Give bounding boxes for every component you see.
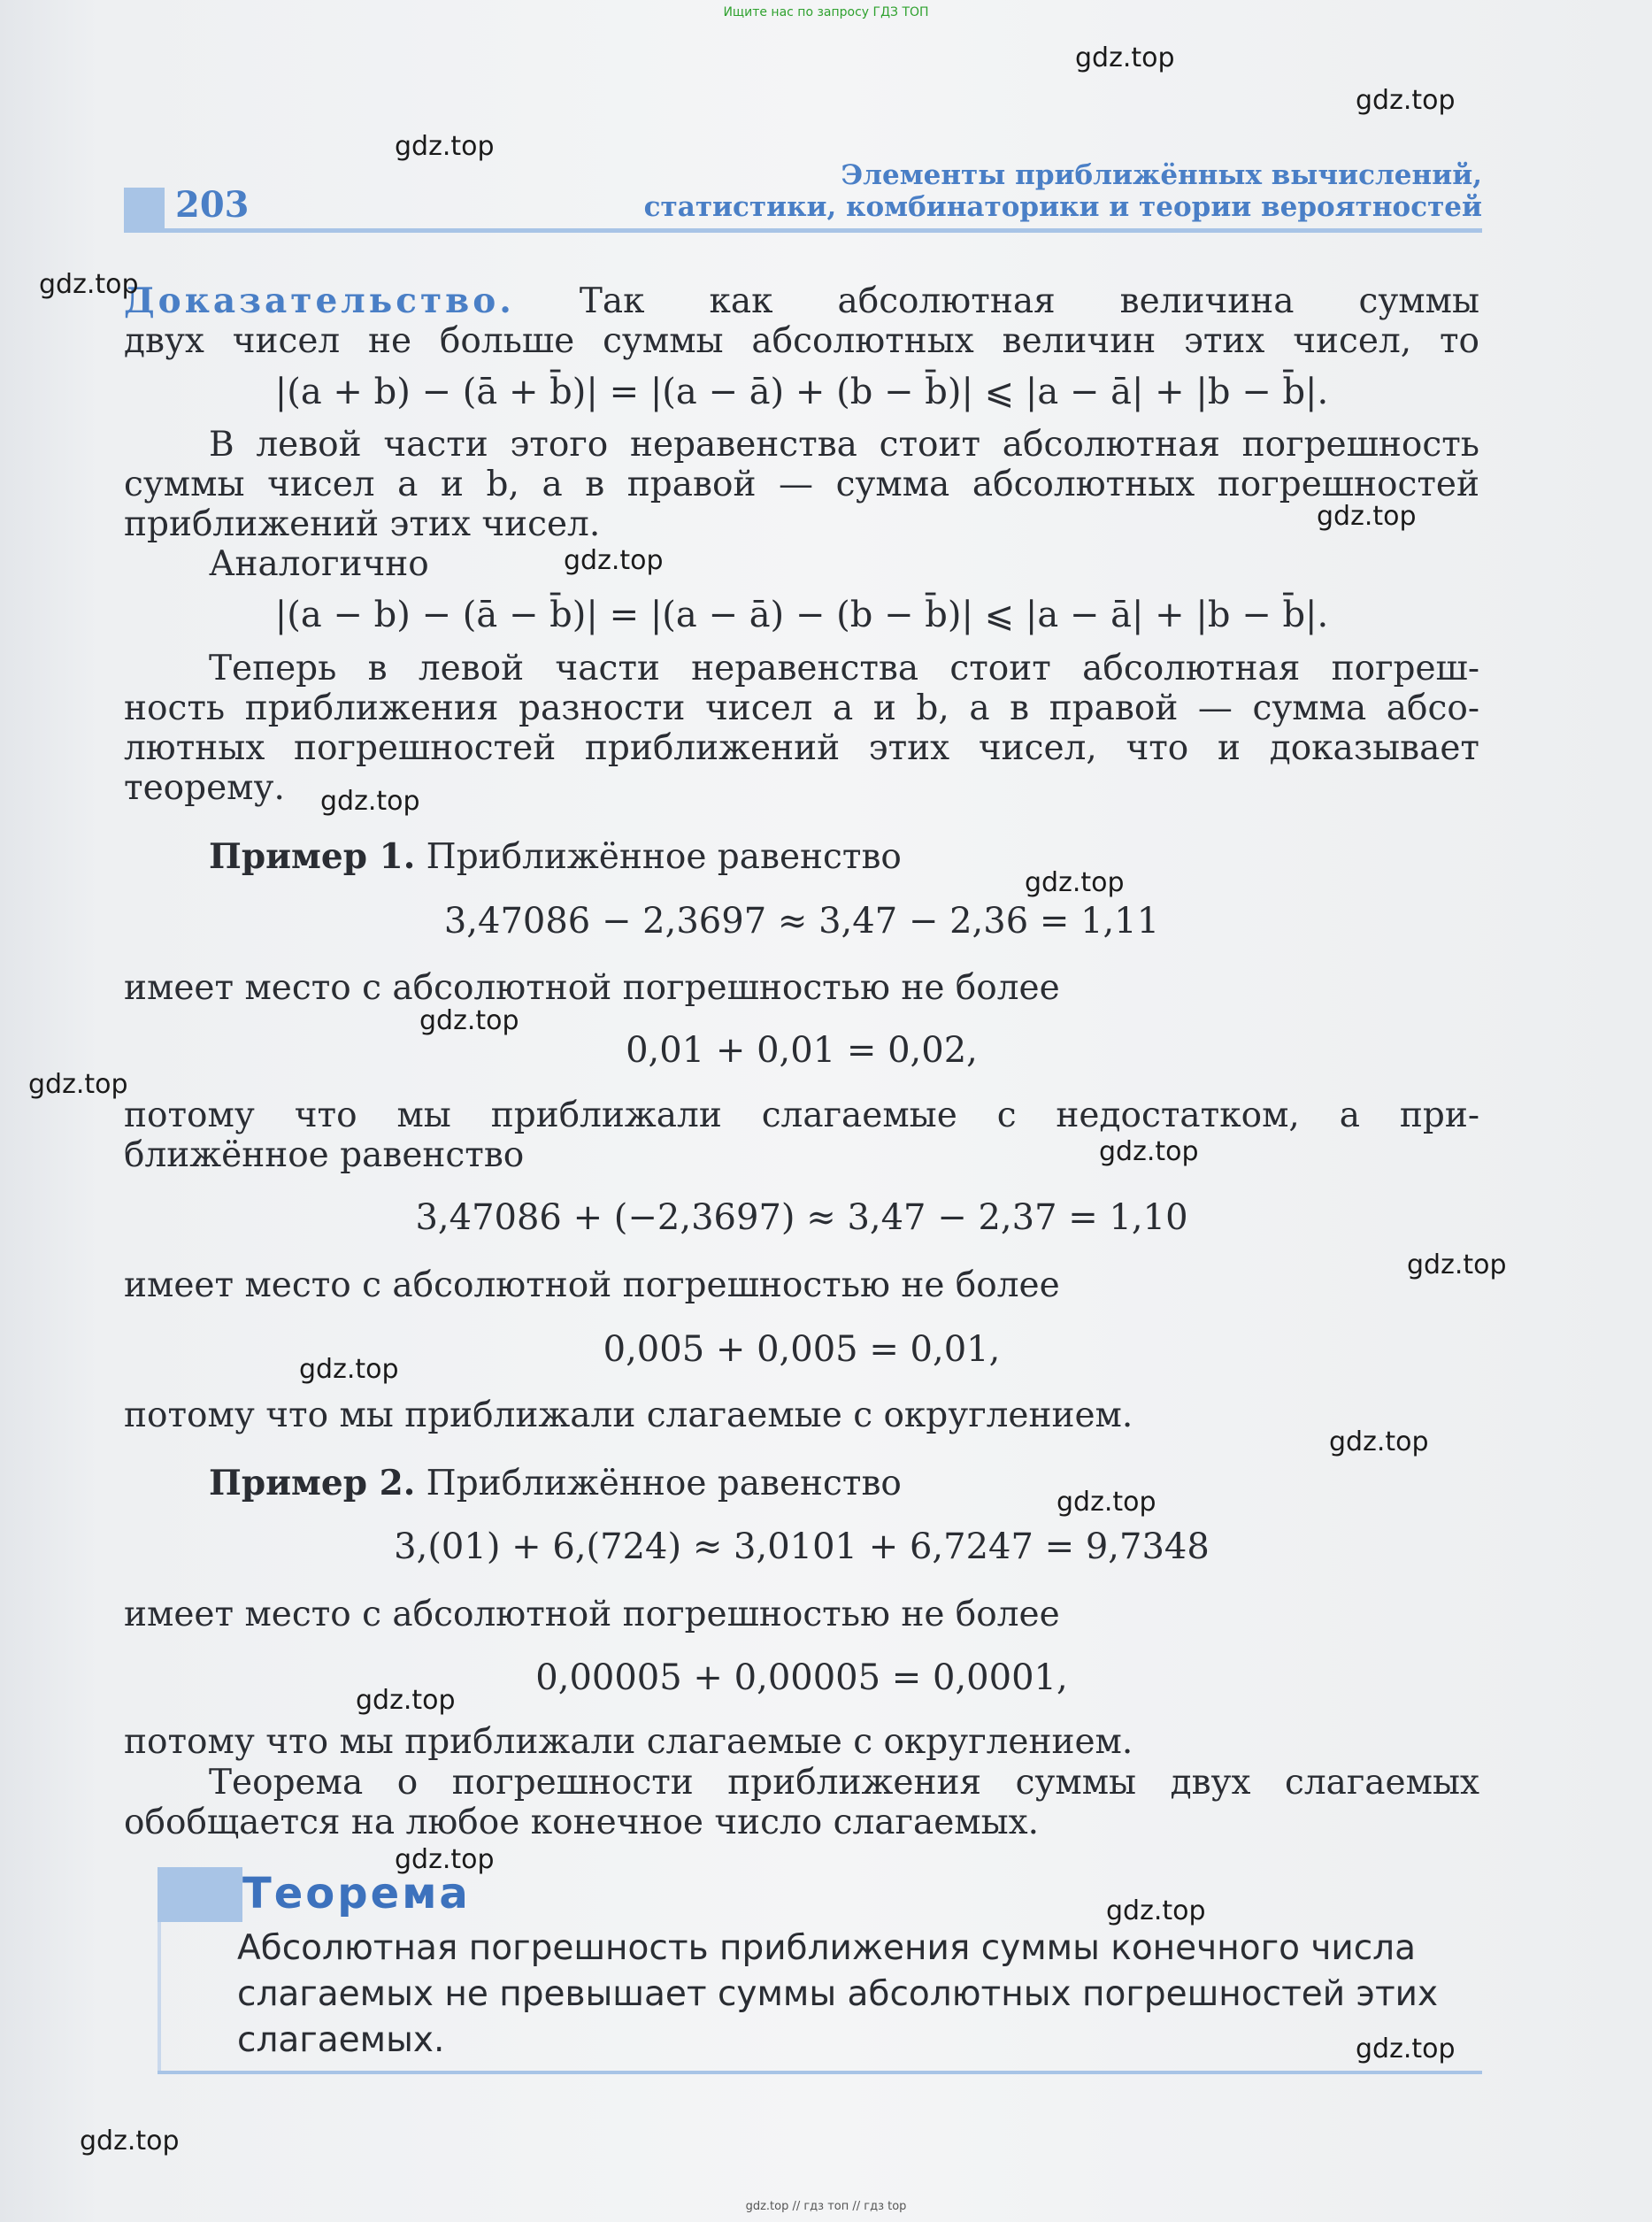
- example-1-formula-2: 0,01 + 0,01 = 0,02,: [626, 1030, 978, 1071]
- watermark: gdz.top: [1329, 1426, 1429, 1457]
- watermark: gdz.top: [1317, 501, 1417, 532]
- watermark: gdz.top: [299, 1354, 399, 1385]
- header-square-decoration: [124, 188, 165, 228]
- paragraph-4-line-2: ность приближения разности чисел a и b, а в правой — сумма абсо-: [124, 688, 1479, 728]
- theorem-text-line-1: Абсолютная погрешность приближения суммы конечного числа: [237, 1928, 1416, 1968]
- watermark: gdz.top: [1025, 867, 1125, 898]
- example-2-text-2: потому что мы приближали слагаемые с округлением.: [124, 1722, 1133, 1762]
- theorem-text: [237, 1926, 1480, 2064]
- example-1-formula-4: 0,005 + 0,005 = 0,01,: [603, 1329, 1001, 1370]
- chapter-title-line-2: статистики, комбинаторики и теории вероятностей: [643, 191, 1482, 223]
- example-1-text-2-line-2: ближённое равенство: [124, 1135, 525, 1175]
- watermark: gdz.top: [1356, 2034, 1456, 2064]
- example-1-text-4: потому что мы приближали слагаемые с округлением.: [124, 1395, 1133, 1435]
- example-1-formula-3: 3,47086 + (−2,3697) ≈ 3,47 − 2,37 = 1,10: [415, 1197, 1188, 1238]
- watermark: gdz.top: [395, 1844, 495, 1875]
- proof-line-1: [124, 281, 1479, 321]
- watermark: gdz.top: [80, 2126, 180, 2157]
- watermark: gdz.top: [1099, 1136, 1199, 1167]
- watermark: gdz.top: [320, 786, 420, 817]
- theorem-text-line-2: слагаемых не превышает суммы абсолютных погрешностей этих: [237, 1974, 1439, 2014]
- proof-text-1: Так как абсолютная величина суммы: [514, 281, 1479, 321]
- watermark: gdz.top: [356, 1685, 456, 1716]
- chapter-title-line-1: Элементы приближённых вычислений,: [841, 159, 1482, 191]
- generalization-line-1: Теорема о погрешности приближения суммы двух слагаемых: [209, 1763, 1479, 1803]
- watermark: gdz.top: [39, 269, 139, 300]
- example-2-label: Пример 2.: [209, 1463, 416, 1503]
- example-1-text-2-line-1: потому что мы приближали слагаемые с недостатком, а при-: [124, 1096, 1479, 1135]
- paragraph-4-line-3: лютных погрешностей приближений этих чисел, что и доказывает: [124, 728, 1479, 768]
- proof-label: Доказательство.: [124, 281, 515, 321]
- watermark: gdz.top: [1057, 1487, 1156, 1518]
- paragraph-2-line-2: суммы чисел a и b, а в правой — сумма абсолютных погрешностей: [124, 465, 1479, 504]
- watermark: gdz.top: [1075, 42, 1175, 73]
- theorem-title: Теорема: [242, 1869, 471, 1918]
- example-1-formula-1: 3,47086 − 2,3697 ≈ 3,47 − 2,36 = 1,11: [443, 901, 1160, 942]
- example-1-text-1: имеет место с абсолютной погрешностью не более: [124, 968, 1060, 1008]
- example-1-text-3: имеет место с абсолютной погрешностью не более: [124, 1265, 1060, 1305]
- header-rule: [124, 228, 1482, 233]
- theorem-text-line-3: слагаемых.: [237, 2020, 445, 2060]
- example-1-label: Пример 1.: [209, 836, 416, 877]
- generalization-line-2: обобщается на любое конечное число слагаемых.: [124, 1803, 1040, 1842]
- formula-difference-inequality: |(a − b) − (ā − b̄)| = |(a − ā) − (b − b̄)| ⩽ |a − ā| + |b − b̄|.: [274, 595, 1329, 635]
- example-2-heading: [124, 1464, 1479, 1503]
- theorem-bottom-rule: [158, 2071, 1482, 2074]
- example-2-text-1: имеет место с абсолютной погрешностью не более: [124, 1595, 1060, 1634]
- watermark: gdz.top: [1106, 1895, 1206, 1926]
- top-banner[interactable]: Ищите нас по запросу ГДЗ ТОП: [723, 5, 929, 19]
- watermark: gdz.top: [28, 1069, 128, 1100]
- bottom-banner[interactable]: gdz.top // гдз топ // гдз top: [745, 2200, 907, 2213]
- paragraph-2-line-3: приближений этих чисел.: [124, 504, 601, 544]
- paragraph-2-line-1: В левой части этого неравенства стоит абсолютная погрешность: [209, 425, 1479, 465]
- page-number: 203: [175, 184, 250, 226]
- paragraph-4-line-4: теорему.: [124, 768, 285, 808]
- theorem-icon-block: [158, 1867, 242, 1922]
- watermark: gdz.top: [395, 131, 495, 162]
- watermark: gdz.top: [1407, 1249, 1507, 1280]
- watermark: gdz.top: [419, 1005, 519, 1036]
- watermark: gdz.top: [564, 545, 664, 576]
- example-1-intro: Приближённое равенство: [415, 837, 902, 877]
- watermark: gdz.top: [1356, 85, 1456, 116]
- formula-sum-inequality: |(a + b) − (ā + b̄)| = |(a − ā) + (b − b̄)| ⩽ |a − ā| + |b − b̄|.: [274, 372, 1329, 412]
- example-2-intro: Приближённое равенство: [415, 1464, 902, 1503]
- example-2-formula-1: 3,(01) + 6,(724) ≈ 3,0101 + 6,7247 = 9,7348: [394, 1526, 1210, 1567]
- example-2-formula-2: 0,00005 + 0,00005 = 0,0001,: [535, 1657, 1068, 1698]
- proof-line-2: двух чисел не больше суммы абсолютных величин этих чисел, то: [124, 321, 1479, 361]
- chapter-title: [509, 159, 1482, 223]
- paragraph-3: Аналогично: [209, 544, 429, 584]
- example-1-heading: [124, 837, 1479, 877]
- paragraph-4-line-1: Теперь в левой части неравенства стоит абсолютная погреш-: [209, 649, 1479, 688]
